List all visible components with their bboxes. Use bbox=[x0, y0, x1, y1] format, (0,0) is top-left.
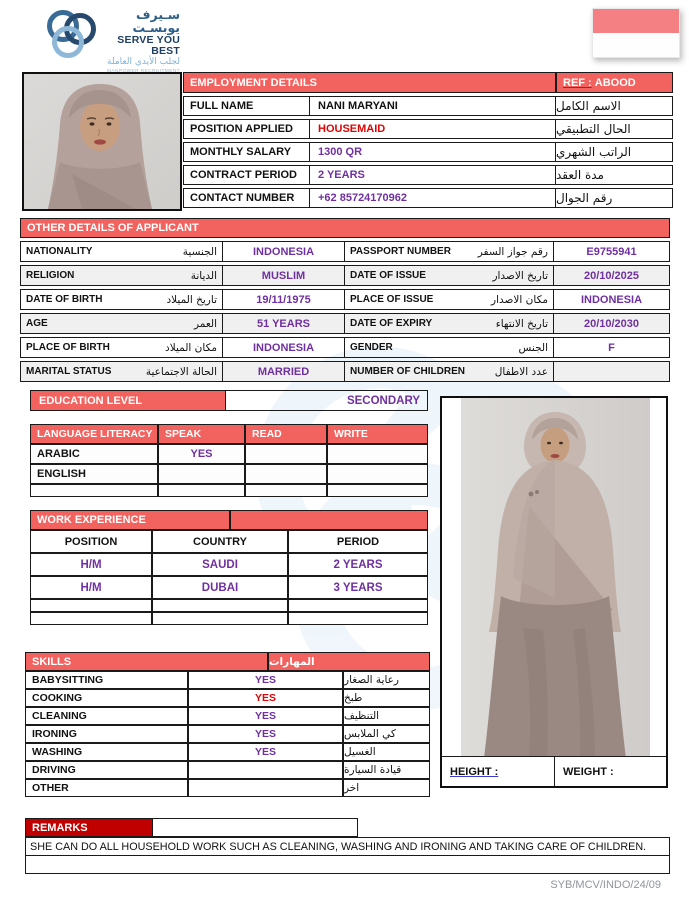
skill-name: WASHING bbox=[25, 743, 188, 761]
country-value bbox=[152, 599, 288, 612]
field-label-arabic: الجنسية bbox=[182, 245, 217, 258]
work-experience-header-spacer bbox=[230, 510, 428, 530]
language-literacy-table bbox=[30, 424, 428, 497]
field-label: AGE bbox=[26, 318, 48, 329]
skill-row-cooking bbox=[25, 689, 430, 707]
employment-details-header bbox=[183, 72, 673, 93]
employment-row-full-name bbox=[183, 96, 673, 116]
other-details-table bbox=[20, 218, 670, 382]
employment-row-position bbox=[183, 119, 673, 139]
skill-value: YES bbox=[188, 671, 343, 689]
field-label: PLACE OF BIRTH bbox=[26, 342, 110, 353]
field-value: 1300 QR bbox=[309, 142, 556, 162]
read-value bbox=[245, 464, 327, 484]
field-value: INDONESIA bbox=[222, 337, 345, 358]
country-value bbox=[152, 612, 288, 625]
indonesia-flag bbox=[592, 8, 680, 58]
other-details-row-6 bbox=[20, 361, 670, 382]
field-label-arabic: عدد الاطفال bbox=[494, 365, 548, 378]
skill-arabic: قيادة السيارة bbox=[343, 761, 430, 779]
field-label-arabic: الجنس bbox=[518, 341, 548, 354]
employment-details-title: EMPLOYMENT DETAILS bbox=[183, 72, 556, 93]
field-label-arabic: الحالة الاجتماعية bbox=[145, 365, 217, 378]
skill-name: BABYSITTING bbox=[25, 671, 188, 689]
field-label-arabic: الحال التطبيقي bbox=[556, 119, 673, 139]
skill-value: YES bbox=[188, 689, 343, 707]
speak-value: YES bbox=[158, 444, 245, 464]
employment-row-contract bbox=[183, 165, 673, 185]
skill-arabic: رعاية الصغار bbox=[343, 671, 430, 689]
col-position: POSITION bbox=[30, 530, 152, 553]
other-details-row-4 bbox=[20, 313, 670, 334]
field-label: POSITION APPLIED bbox=[183, 119, 309, 139]
field-label: FULL NAME bbox=[183, 96, 309, 116]
skill-row-ironing bbox=[25, 725, 430, 743]
col-period: PERIOD bbox=[288, 530, 428, 553]
work-row-empty-2 bbox=[30, 612, 428, 625]
education-level-bar bbox=[30, 390, 428, 411]
field-label-arabic: الراتب الشهري bbox=[556, 142, 673, 162]
work-row-1 bbox=[30, 553, 428, 576]
period-value bbox=[288, 599, 428, 612]
field-label: PASSPORT NUMBER bbox=[350, 246, 451, 257]
field-label-arabic: الديانة bbox=[190, 269, 217, 282]
skill-name: CLEANING bbox=[25, 707, 188, 725]
employment-row-salary bbox=[183, 142, 673, 162]
field-value: E9755941 bbox=[553, 241, 670, 262]
skills-title-arabic: المهارات bbox=[268, 652, 430, 671]
ref-value: ABOOD bbox=[594, 76, 636, 89]
field-value: 19/11/1975 bbox=[222, 289, 345, 310]
language-name bbox=[30, 484, 158, 497]
weight-label: WEIGHT : bbox=[563, 765, 614, 778]
skill-name: DRIVING bbox=[25, 761, 188, 779]
field-label: CONTRACT PERIOD bbox=[183, 165, 309, 185]
height-label: HEIGHT : bbox=[450, 765, 499, 778]
field-value: F bbox=[553, 337, 670, 358]
col-speak: SPEAK bbox=[158, 424, 245, 444]
field-label: NATIONALITY bbox=[26, 246, 93, 257]
skill-arabic: كي الملابس bbox=[343, 725, 430, 743]
other-details-row-3 bbox=[20, 289, 670, 310]
skill-name: COOKING bbox=[25, 689, 188, 707]
skill-row-other bbox=[25, 779, 430, 797]
field-label-arabic: تاريخ الانتهاء bbox=[495, 317, 548, 330]
field-label: PLACE OF ISSUE bbox=[350, 294, 434, 305]
other-details-title: OTHER DETAILS OF APPLICANT bbox=[20, 218, 670, 238]
field-label-arabic: الاسم الكامل bbox=[556, 96, 673, 116]
applicant-fullbody-photo bbox=[461, 398, 650, 758]
employment-details-table bbox=[183, 72, 673, 208]
education-level-label: EDUCATION LEVEL bbox=[30, 390, 226, 411]
work-experience-table bbox=[30, 510, 428, 625]
field-value: INDONESIA bbox=[222, 241, 345, 262]
skill-arabic: طبخ bbox=[343, 689, 430, 707]
skill-value bbox=[188, 761, 343, 779]
skills-title: SKILLS bbox=[25, 652, 268, 671]
col-read: READ bbox=[245, 424, 327, 444]
remarks-empty-row bbox=[25, 856, 670, 874]
col-write: WRITE bbox=[327, 424, 428, 444]
write-value bbox=[327, 484, 428, 497]
skill-name: IRONING bbox=[25, 725, 188, 743]
field-value: HOUSEMAID bbox=[309, 119, 556, 139]
position-value: H/M bbox=[30, 576, 152, 599]
field-label-arabic: مكان الميلاد bbox=[165, 341, 217, 354]
field-label: NUMBER OF CHILDREN bbox=[350, 366, 465, 377]
speak-value bbox=[158, 484, 245, 497]
country-value: DUBAI bbox=[152, 576, 288, 599]
language-name: ARABIC bbox=[30, 444, 158, 464]
skill-value: YES bbox=[188, 725, 343, 743]
field-label-arabic: تاريخ الاصدار bbox=[492, 269, 548, 282]
field-label-arabic: رقم الجوال bbox=[556, 188, 673, 208]
field-value: 20/10/2025 bbox=[553, 265, 670, 286]
country-value: SAUDI bbox=[152, 553, 288, 576]
field-label-arabic: تاريخ الميلاد bbox=[166, 293, 217, 306]
skill-value: YES bbox=[188, 707, 343, 725]
field-label: DATE OF EXPIRY bbox=[350, 318, 433, 329]
speak-value bbox=[158, 464, 245, 484]
read-value bbox=[245, 444, 327, 464]
other-details-row-2 bbox=[20, 265, 670, 286]
remarks-text: SHE CAN DO ALL HOUSEHOLD WORK SUCH AS CLEANING, WASHING AND IRONING AND TAKING CARE OF CHILDREN. bbox=[25, 837, 670, 856]
document-reference-code: SYB/MCV/INDO/24/09 bbox=[550, 879, 661, 891]
ref-cell bbox=[556, 72, 673, 93]
period-value: 3 YEARS bbox=[288, 576, 428, 599]
field-value: NANI MARYANI bbox=[309, 96, 556, 116]
skills-header bbox=[25, 652, 430, 671]
field-value bbox=[553, 361, 670, 382]
agency-logo-icon bbox=[36, 6, 106, 64]
position-value: H/M bbox=[30, 553, 152, 576]
position-value bbox=[30, 612, 152, 625]
language-row-english bbox=[30, 464, 428, 484]
work-row-empty-1 bbox=[30, 599, 428, 612]
field-value: 2 YEARS bbox=[309, 165, 556, 185]
field-label-arabic: مكان الاصدار bbox=[491, 293, 548, 306]
other-details-header bbox=[20, 218, 670, 238]
work-experience-header bbox=[30, 510, 428, 530]
col-country: COUNTRY bbox=[152, 530, 288, 553]
skill-arabic: اخر bbox=[343, 779, 430, 797]
field-value: MARRIED bbox=[222, 361, 345, 382]
skill-name: OTHER bbox=[25, 779, 188, 797]
remarks-title: REMARKS bbox=[25, 818, 153, 837]
skill-row-washing bbox=[25, 743, 430, 761]
field-label-arabic: رقم جواز السفر bbox=[477, 245, 548, 258]
weight-label-cell bbox=[555, 757, 666, 786]
remarks-section bbox=[25, 818, 670, 874]
work-experience-title: WORK EXPERIENCE bbox=[30, 510, 230, 530]
skill-arabic: الغسيل bbox=[343, 743, 430, 761]
field-label: DATE OF BIRTH bbox=[26, 294, 103, 305]
flag-red-band bbox=[593, 9, 679, 33]
employment-row-contact bbox=[183, 188, 673, 208]
applicant-fullbody-photo-box bbox=[440, 396, 668, 788]
field-label: RELIGION bbox=[26, 270, 75, 281]
field-value: +62 85724170962 bbox=[309, 188, 556, 208]
field-label: MONTHLY SALARY bbox=[183, 142, 309, 162]
read-value bbox=[245, 484, 327, 497]
other-details-row-1 bbox=[20, 241, 670, 262]
period-value bbox=[288, 612, 428, 625]
field-label: GENDER bbox=[350, 342, 393, 353]
skill-row-driving bbox=[25, 761, 430, 779]
write-value bbox=[327, 444, 428, 464]
height-weight-row bbox=[442, 756, 666, 786]
skill-arabic: التنظيف bbox=[343, 707, 430, 725]
field-label: CONTACT NUMBER bbox=[183, 188, 309, 208]
applicant-portrait-photo bbox=[22, 72, 182, 211]
field-value: INDONESIA bbox=[553, 289, 670, 310]
remarks-header bbox=[25, 818, 670, 837]
agency-logo-text bbox=[102, 8, 180, 74]
field-label: MARITAL STATUS bbox=[26, 366, 112, 377]
education-level-value: SECONDARY bbox=[226, 390, 428, 411]
skill-value bbox=[188, 779, 343, 797]
skill-value: YES bbox=[188, 743, 343, 761]
period-value: 2 YEARS bbox=[288, 553, 428, 576]
skill-row-babysitting bbox=[25, 671, 430, 689]
field-label-arabic: العمر bbox=[193, 317, 217, 330]
other-details-row-5 bbox=[20, 337, 670, 358]
write-value bbox=[327, 464, 428, 484]
language-literacy-header bbox=[30, 424, 428, 444]
field-value: MUSLIM bbox=[222, 265, 345, 286]
language-name: ENGLISH bbox=[30, 464, 158, 484]
agency-name-english: SERVE YOU BEST bbox=[117, 34, 180, 58]
agency-name-arabic: سـيرف يوبسـت bbox=[132, 7, 180, 36]
language-row-arabic bbox=[30, 444, 428, 464]
field-value: 20/10/2030 bbox=[553, 313, 670, 334]
agency-tagline-arabic: لجلب الأيدي العاملة bbox=[107, 57, 180, 68]
field-label-arabic: مدة العقد bbox=[556, 165, 673, 185]
position-value bbox=[30, 599, 152, 612]
remarks-header-spacer bbox=[153, 818, 358, 837]
flag-white-band bbox=[593, 33, 679, 57]
skills-table bbox=[25, 652, 430, 797]
field-value: 51 YEARS bbox=[222, 313, 345, 334]
skill-row-cleaning bbox=[25, 707, 430, 725]
ref-label: REF : bbox=[563, 76, 592, 89]
height-label-cell bbox=[442, 757, 555, 786]
work-columns-header bbox=[30, 530, 428, 553]
work-row-2 bbox=[30, 576, 428, 599]
col-language: LANGUAGE LITERACY bbox=[30, 424, 158, 444]
field-label: DATE OF ISSUE bbox=[350, 270, 426, 281]
language-row-empty bbox=[30, 484, 428, 497]
